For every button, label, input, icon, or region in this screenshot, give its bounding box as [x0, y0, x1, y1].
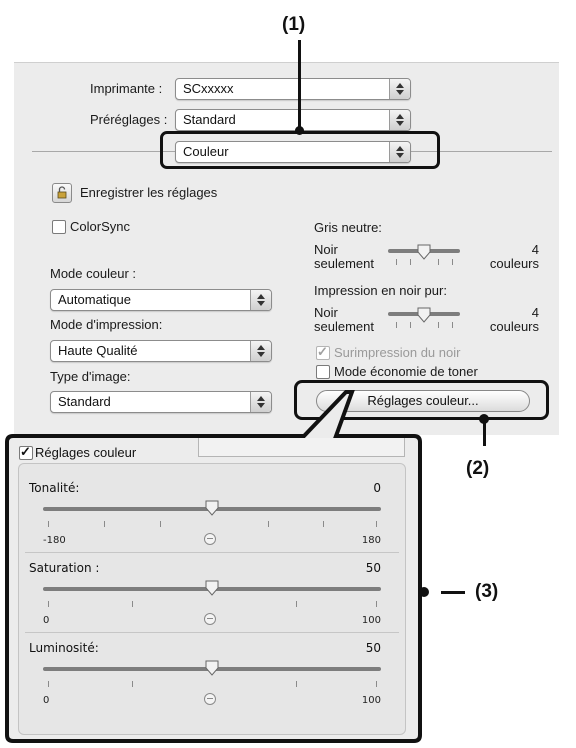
slider-tick — [132, 681, 133, 687]
neutral-gray-left-line1: Noir — [314, 242, 338, 257]
saturation-center-marker — [204, 613, 216, 625]
slider-thumb[interactable] — [205, 660, 219, 676]
pure-black-left-line1: Noir — [314, 305, 338, 320]
slider-tick — [132, 601, 133, 607]
brightness-min-label: 0 — [43, 695, 50, 706]
tone-slider[interactable] — [43, 500, 381, 530]
group-divider — [25, 552, 399, 553]
saturation-min-label: 0 — [43, 615, 50, 626]
callout-label-2: (2) — [466, 458, 490, 479]
pure-black-left-line2: seulement — [314, 319, 374, 334]
slider-tick — [268, 521, 269, 527]
saturation-label: Saturation : — [29, 561, 100, 575]
image-type-label: Type d'image: — [50, 369, 131, 384]
pure-black-right-line1: 4 — [531, 305, 539, 320]
slider-thumb[interactable] — [205, 500, 219, 516]
slider-tick — [376, 681, 377, 687]
neutral-gray-right-line1: 4 — [531, 242, 539, 257]
printer-label: Imprimante : — [90, 81, 163, 96]
brightness-max-label: 100 — [361, 695, 381, 706]
brightness-label: Luminosité: — [29, 641, 99, 655]
saturation-max-label: 100 — [361, 615, 381, 626]
slider-tick — [160, 521, 161, 527]
presets-value: Standard — [183, 112, 236, 127]
callout-label-1: (1) — [282, 14, 306, 35]
tone-value: 0 — [373, 481, 381, 495]
black-overprint-label: Surimpression du noir — [334, 345, 461, 360]
saturation-slider[interactable] — [43, 580, 381, 610]
tab-strip — [198, 438, 405, 457]
color-adjust-checkbox[interactable] — [19, 446, 33, 460]
neutral-gray-right-line2: couleurs — [489, 256, 539, 271]
print-mode-value: Haute Qualité — [58, 343, 138, 358]
slider-tick — [48, 521, 49, 527]
callout-dot-3 — [419, 587, 429, 597]
callout-leader-3 — [441, 591, 465, 594]
tone-label: Tonalité: — [29, 481, 80, 495]
print-mode-label: Mode d'impression: — [50, 317, 163, 332]
slider-tick — [376, 601, 377, 607]
color-adjust-label: Réglages couleur — [35, 445, 137, 460]
neutral-gray-left-line2: seulement — [314, 256, 374, 271]
color-adjust-group — [18, 463, 406, 735]
group-divider — [25, 632, 399, 633]
callout-label-3: (3) — [475, 581, 499, 602]
save-settings-label: Enregistrer les réglages — [80, 185, 218, 200]
slider-tick — [48, 681, 49, 687]
tone-max-label: 180 — [361, 535, 381, 546]
image-type-value: Standard — [58, 394, 111, 409]
neutral-gray-label: Gris neutre: — [314, 220, 382, 235]
colorsync-label: ColorSync — [70, 219, 130, 234]
color-mode-label: Mode couleur : — [50, 266, 136, 281]
slider-tick — [296, 601, 297, 607]
panel-select-value: Couleur — [183, 144, 229, 159]
brightness-value: 50 — [365, 641, 381, 655]
tone-center-marker — [204, 533, 216, 545]
brightness-center-marker — [204, 693, 216, 705]
printer-value: SCxxxxx — [183, 81, 234, 96]
slider-tick — [104, 521, 105, 527]
color-mode-value: Automatique — [58, 292, 131, 307]
tone-min-label: -180 — [43, 535, 66, 546]
presets-label: Préréglages : — [90, 112, 168, 127]
slider-thumb[interactable] — [205, 580, 219, 596]
pure-black-right-line2: couleurs — [489, 319, 539, 334]
slider-tick — [376, 521, 377, 527]
slider-tick — [48, 601, 49, 607]
color-settings-button[interactable]: Réglages couleur... — [316, 390, 530, 412]
toner-save-label: Mode économie de toner — [334, 364, 478, 379]
saturation-value: 50 — [365, 561, 381, 575]
pure-black-label: Impression en noir pur: — [314, 283, 447, 298]
slider-tick — [323, 521, 324, 527]
brightness-slider[interactable] — [43, 660, 381, 690]
slider-tick — [296, 681, 297, 687]
